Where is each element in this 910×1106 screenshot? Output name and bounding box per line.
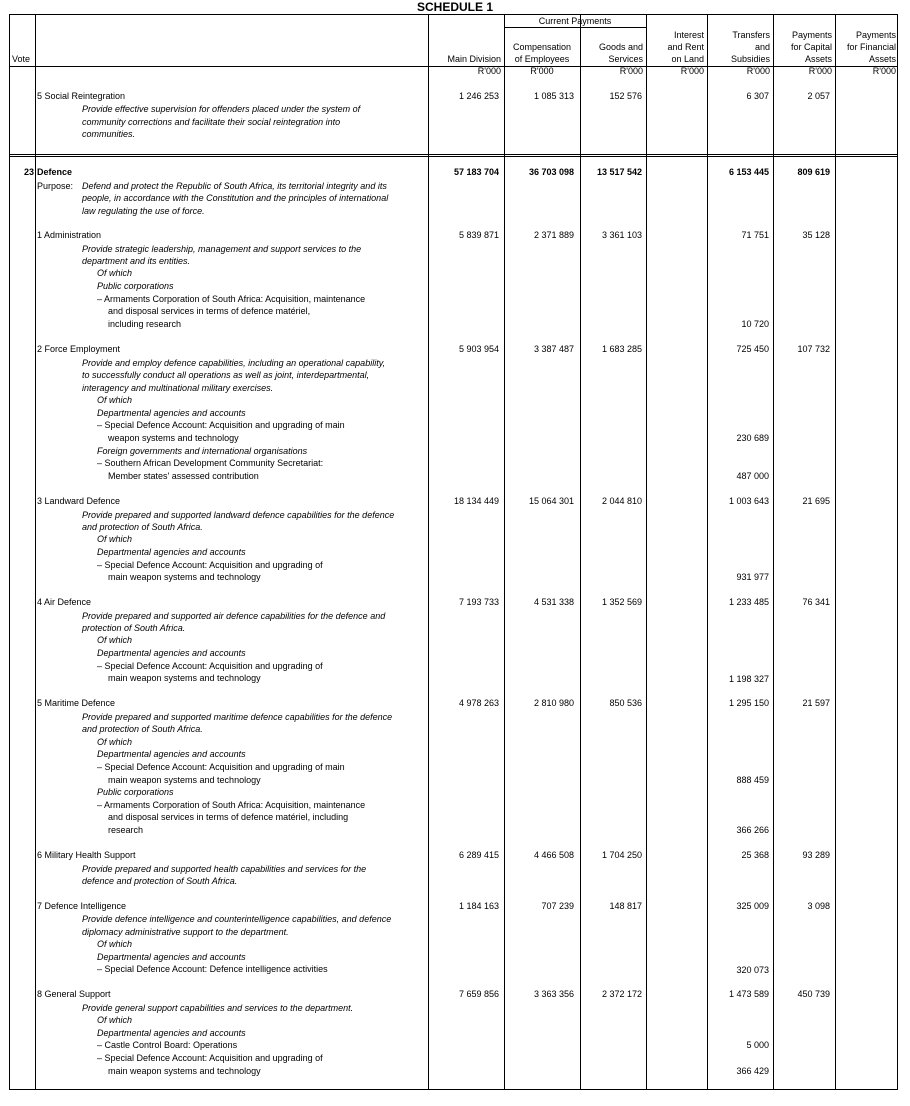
programme-name: 1 Administration [37, 230, 102, 240]
transfers-value: 25 368 [741, 850, 769, 860]
compensation-value: 3 387 487 [533, 344, 574, 354]
of-which-label: Of which [97, 635, 133, 645]
unit-label: R'000 [746, 66, 770, 76]
capital-assets-value: 35 128 [802, 230, 830, 240]
transfers-value: 1 003 643 [728, 496, 769, 506]
header-capital-assets: Payments [791, 30, 832, 40]
goods-services-value: 148 817 [609, 901, 642, 911]
programme-description: protection of South Africa. [82, 623, 186, 633]
main-division-value: 5 903 954 [458, 344, 499, 354]
programme-description: Provide prepared and supported health capabilities and services for the [82, 864, 367, 874]
header-capital-assets: Assets [804, 54, 832, 64]
category-label: Departmental agencies and accounts [97, 547, 246, 557]
of-which-label: Of which [97, 534, 133, 544]
capital-assets-value: 76 341 [802, 597, 830, 607]
transfer-item: – Special Defence Account: Defence intelligence activities [97, 964, 328, 974]
column-divider [35, 14, 36, 1090]
programme-description: Provide effective supervision for offenders placed under the system of [82, 104, 361, 114]
transfers-value: 71 751 [741, 230, 769, 240]
transfer-item: – Special Defence Account: Acquisition and upgrading of [97, 560, 323, 570]
programme-description: Provide general support capabilities and services to the department. [82, 1003, 354, 1013]
programme-description: communities. [82, 129, 136, 139]
of-which-label: Of which [97, 737, 133, 747]
goods-services-value: 152 576 [609, 91, 642, 101]
header-interest-rent: on Land [671, 54, 704, 64]
programme-description: and protection of South Africa. [82, 724, 203, 734]
transfer-item: – Special Defence Account: Acquisition and upgrading of main [97, 420, 345, 430]
transfer-item-value: 888 459 [736, 775, 769, 785]
transfer-item: research [108, 825, 144, 835]
transfers-value: 6 153 445 [728, 167, 769, 177]
transfer-item: – Special Defence Account: Acquisition and upgrading of [97, 1053, 323, 1063]
transfer-item: main weapon systems and technology [108, 775, 261, 785]
transfer-item: – Southern African Development Community Secretariat: [97, 458, 324, 468]
schedule-title: SCHEDULE 1 [416, 0, 493, 14]
header-compensation: of Employees [514, 54, 570, 64]
header-interest-rent: and Rent [667, 42, 704, 52]
transfers-value: 1 233 485 [728, 597, 769, 607]
column-divider [835, 14, 836, 1090]
goods-services-value: 2 044 810 [601, 496, 642, 506]
of-which-label: Of which [97, 395, 133, 405]
header-current-payments: Current Payments [538, 16, 612, 26]
category-label: Public corporations [97, 787, 174, 797]
unit-label: R'000 [530, 66, 554, 76]
unit-label: R'000 [619, 66, 643, 76]
goods-services-value: 2 372 172 [601, 989, 642, 999]
capital-assets-value: 107 732 [797, 344, 830, 354]
transfer-item-value: 487 000 [736, 471, 769, 481]
main-division-value: 1 246 253 [458, 91, 499, 101]
programme-description: department and its entities. [82, 256, 191, 266]
header-vote: Vote [12, 54, 31, 64]
main-division-value: 1 184 163 [458, 901, 499, 911]
goods-services-value: 850 536 [609, 698, 642, 708]
purpose-label: Purpose: [37, 181, 74, 191]
main-division-value: 6 289 415 [458, 850, 499, 860]
vote-name: Defence [37, 167, 73, 177]
header-transfers: Transfers [732, 30, 770, 40]
vote-number: 23 [23, 167, 34, 177]
purpose-text: Defend and protect the Republic of South Africa, its territorial integrity and its [82, 181, 387, 191]
transfers-value: 725 450 [736, 344, 769, 354]
programme-description: diplomacy administrative support to the department. [82, 927, 289, 937]
programme-description: Provide strategic leadership, management and support services to the [82, 244, 362, 254]
transfer-item-value: 931 977 [736, 572, 769, 582]
transfers-value: 6 307 [746, 91, 769, 101]
header-goods-services: Services [608, 54, 643, 64]
compensation-value: 1 085 313 [533, 91, 574, 101]
transfers-value: 1 473 589 [728, 989, 769, 999]
goods-services-value: 13 517 542 [596, 167, 642, 177]
goods-services-value: 1 683 285 [601, 344, 642, 354]
programme-description: Provide and employ defence capabilities, including an operational capability, [82, 358, 386, 368]
transfer-item: – Special Defence Account: Acquisition and upgrading of main [97, 762, 345, 772]
capital-assets-value: 2 057 [807, 91, 830, 101]
transfer-item: – Special Defence Account: Acquisition and upgrading of [97, 661, 323, 671]
transfer-item-value: 10 720 [741, 319, 769, 329]
unit-label: R'000 [477, 66, 501, 76]
purpose-text: law regulating the use of force. [82, 206, 205, 216]
header-transfers: Subsidies [730, 54, 770, 64]
main-division-value: 57 183 704 [453, 167, 499, 177]
category-label: Departmental agencies and accounts [97, 1028, 246, 1038]
header-transfers: and [754, 42, 770, 52]
transfer-item-value: 366 429 [736, 1066, 769, 1076]
header-interest-rent: Interest [673, 30, 704, 40]
capital-assets-value: 21 597 [802, 698, 830, 708]
header-main-division: Main Division [447, 54, 501, 64]
compensation-value: 3 363 356 [533, 989, 574, 999]
of-which-label: Of which [97, 1015, 133, 1025]
transfer-item-value: 320 073 [736, 965, 769, 975]
compensation-value: 707 239 [541, 901, 574, 911]
programme-description: Provide prepared and supported landward defence capabilities for the defence [82, 510, 395, 520]
transfer-item: main weapon systems and technology [108, 1066, 261, 1076]
programme-description: Provide prepared and supported maritime defence capabilities for the defence [82, 712, 393, 722]
compensation-value: 4 466 508 [533, 850, 574, 860]
compensation-value: 36 703 098 [528, 167, 574, 177]
programme-description: community corrections and facilitate their social reintegration into [82, 117, 341, 127]
header-goods-services: Goods and [598, 42, 643, 52]
capital-assets-value: 3 098 [807, 901, 830, 911]
goods-services-value: 1 704 250 [601, 850, 642, 860]
of-which-label: Of which [97, 939, 133, 949]
unit-label: R'000 [680, 66, 704, 76]
programme-name: 7 Defence Intelligence [37, 901, 127, 911]
programme-name: 2 Force Employment [37, 344, 121, 354]
programme-name: 5 Social Reintegration [37, 91, 126, 101]
programme-description: Provide prepared and supported air defence capabilities for the defence and [82, 611, 386, 621]
transfers-value: 1 295 150 [728, 698, 769, 708]
transfer-item: weapon systems and technology [108, 433, 239, 443]
programme-name: 8 General Support [37, 989, 111, 999]
header-compensation: Compensation [512, 42, 572, 52]
category-label: Departmental agencies and accounts [97, 648, 246, 658]
current-payments-rule [504, 27, 646, 28]
transfer-item: – Castle Control Board: Operations [97, 1040, 238, 1050]
transfer-item: – Armaments Corporation of South Africa: Acquisition, maintenance [97, 294, 366, 304]
main-division-value: 7 193 733 [458, 597, 499, 607]
purpose-text: people, in accordance with the Constitution and the principles of international [82, 193, 389, 203]
unit-label: R'000 [872, 66, 896, 76]
header-financial-assets: Assets [868, 54, 896, 64]
transfer-item-value: 1 198 327 [728, 674, 769, 684]
main-division-value: 18 134 449 [453, 496, 499, 506]
programme-name: 3 Landward Defence [37, 496, 121, 506]
transfer-item: Member states' assessed contribution [108, 471, 259, 481]
programme-name: 5 Maritime Defence [37, 698, 116, 708]
capital-assets-value: 450 739 [797, 989, 830, 999]
transfer-item: main weapon systems and technology [108, 673, 261, 683]
main-division-value: 4 978 263 [458, 698, 499, 708]
category-label: Foreign governments and international organisations [97, 446, 308, 456]
compensation-value: 2 371 889 [533, 230, 574, 240]
capital-assets-value: 21 695 [802, 496, 830, 506]
main-division-value: 5 839 871 [458, 230, 499, 240]
section-rule [9, 154, 898, 155]
category-label: Departmental agencies and accounts [97, 408, 246, 418]
category-label: Public corporations [97, 281, 174, 291]
header-financial-assets: for Financial [846, 42, 896, 52]
programme-description: to successfully conduct all operations as well as joint, interdepartmental, [82, 370, 370, 380]
category-label: Departmental agencies and accounts [97, 749, 246, 759]
programme-description: and protection of South Africa. [82, 522, 203, 532]
programme-name: 6 Military Health Support [37, 850, 136, 860]
header-capital-assets: for Capital [790, 42, 832, 52]
transfer-item: including research [108, 319, 182, 329]
header-financial-assets: Payments [855, 30, 896, 40]
category-label: Departmental agencies and accounts [97, 952, 246, 962]
capital-assets-value: 809 619 [797, 167, 830, 177]
transfers-value: 325 009 [736, 901, 769, 911]
transfer-item: and disposal services in terms of defence matériel, including [108, 812, 349, 822]
transfer-item: main weapon systems and technology [108, 572, 261, 582]
transfer-item-value: 5 000 [746, 1040, 769, 1050]
unit-label: R'000 [808, 66, 832, 76]
goods-services-value: 3 361 103 [601, 230, 642, 240]
of-which-label: Of which [97, 268, 133, 278]
transfer-item-value: 366 266 [736, 825, 769, 835]
goods-services-value: 1 352 569 [601, 597, 642, 607]
transfer-item: and disposal services in terms of defence matériel, [108, 306, 311, 316]
transfer-item-value: 230 689 [736, 433, 769, 443]
compensation-value: 4 531 338 [533, 597, 574, 607]
programme-name: 4 Air Defence [37, 597, 92, 607]
programme-description: Provide defence intelligence and counterintelligence capabilities, and defence [82, 914, 392, 924]
programme-description: defence and protection of South Africa. [82, 876, 238, 886]
main-division-value: 7 659 856 [458, 989, 499, 999]
programme-description: interagency and multinational military exercises. [82, 383, 274, 393]
compensation-value: 15 064 301 [528, 496, 574, 506]
compensation-value: 2 810 980 [533, 698, 574, 708]
section-rule [9, 156, 898, 157]
column-divider [646, 14, 647, 1090]
transfer-item: – Armaments Corporation of South Africa: Acquisition, maintenance [97, 800, 366, 810]
capital-assets-value: 93 289 [802, 850, 830, 860]
